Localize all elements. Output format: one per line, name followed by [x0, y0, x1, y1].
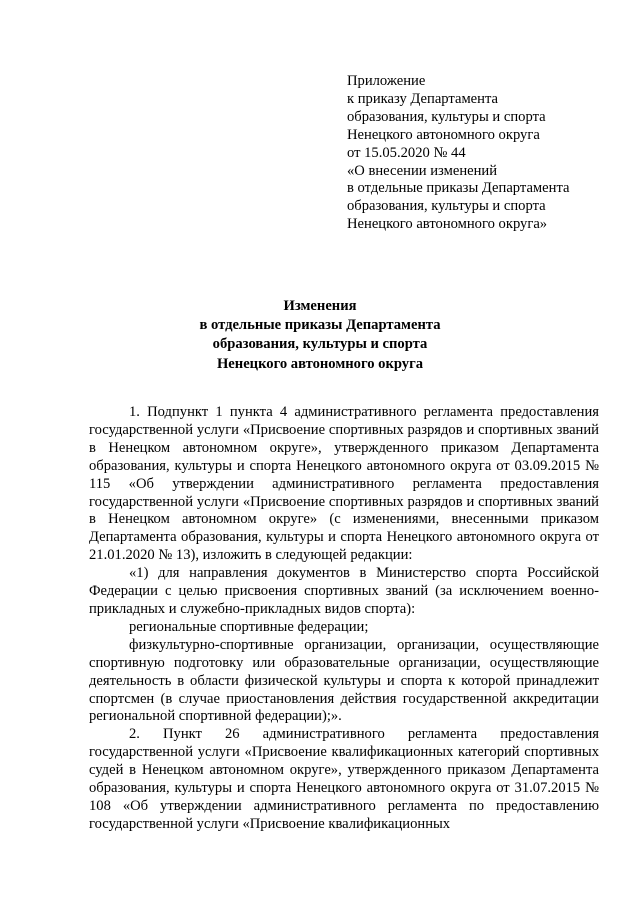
- paragraph-federations: региональные спортивные федерации;: [129, 618, 369, 635]
- appendix-header: [347, 73, 627, 234]
- paragraph-1: 1. Подпункт 1 пункта 4 административного регламента предоставления государственной услуги «Присвоение спортивных разрядов и спортивных званий в Ненецком автономном округе», утвержденного приказом Департамента образования, культуры и спорта Ненецкого автономного округа от 03.09.2015 № 115 «Об утверждении административного регламента предоставления государственной услуги «Присвоение спортивных разрядов и спортивных званий в Ненецком автономном округе» (с изменениями, внесенными приказом Департамента образования, культуры и спорта Ненецкого автономного округа от 21.01.2020 № 13), изложить в следующей редакции:: [89, 404, 599, 564]
- title-line: в отдельные приказы Департамента: [199, 317, 441, 334]
- paragraph-quote: «1) для направления документов в Министерство спорта Российской Федерации с целью присвоения спортивных званий (за исключением военно-прикладных и служебно-прикладных видов спорта):: [89, 565, 599, 617]
- title-line: образования, культуры и спорта: [212, 336, 428, 353]
- appendix-line: образования, культуры и спорта: [347, 108, 546, 125]
- appendix-line: Ненецкого автономного округа: [347, 126, 540, 143]
- document-title: [120, 297, 520, 374]
- appendix-line: «О внесении изменений: [347, 162, 498, 179]
- appendix-line: Приложение: [347, 73, 426, 89]
- document-body: [89, 404, 599, 834]
- appendix-line: от 15.05.2020 № 44: [347, 144, 466, 161]
- appendix-line: Ненецкого автономного округа»: [347, 216, 548, 233]
- title-line: Изменения: [283, 298, 357, 314]
- title-line: Ненецкого автономного округа: [216, 355, 424, 372]
- paragraph-2: 2. Пункт 26 административного регламента предоставления государственной услуги «Присвоение квалификационных категорий спортивных судей в Ненецком автономном округе», утвержденного приказом Департамента образования, культуры и спорта Ненецкого автономного округа от 31.07.2015 № 108 «Об утверждении административного регламента по предоставлению государственной услуги «Присвоение квалификационных: [89, 726, 599, 832]
- appendix-line: образования, культуры и спорта: [347, 198, 546, 215]
- appendix-line: к приказу Департамента: [347, 90, 498, 107]
- paragraph-organizations: физкультурно-спортивные организации, организации, осуществляющие спортивную подготовку или образовательные организации, осуществляющие деятельность в области физической культуры и спорта к которой принадлежит спортсмен (в случае приостановления действия государственной аккредитации региональной спортивной федерации);».: [89, 636, 599, 725]
- appendix-line: в отдельные приказы Департамента: [347, 180, 570, 197]
